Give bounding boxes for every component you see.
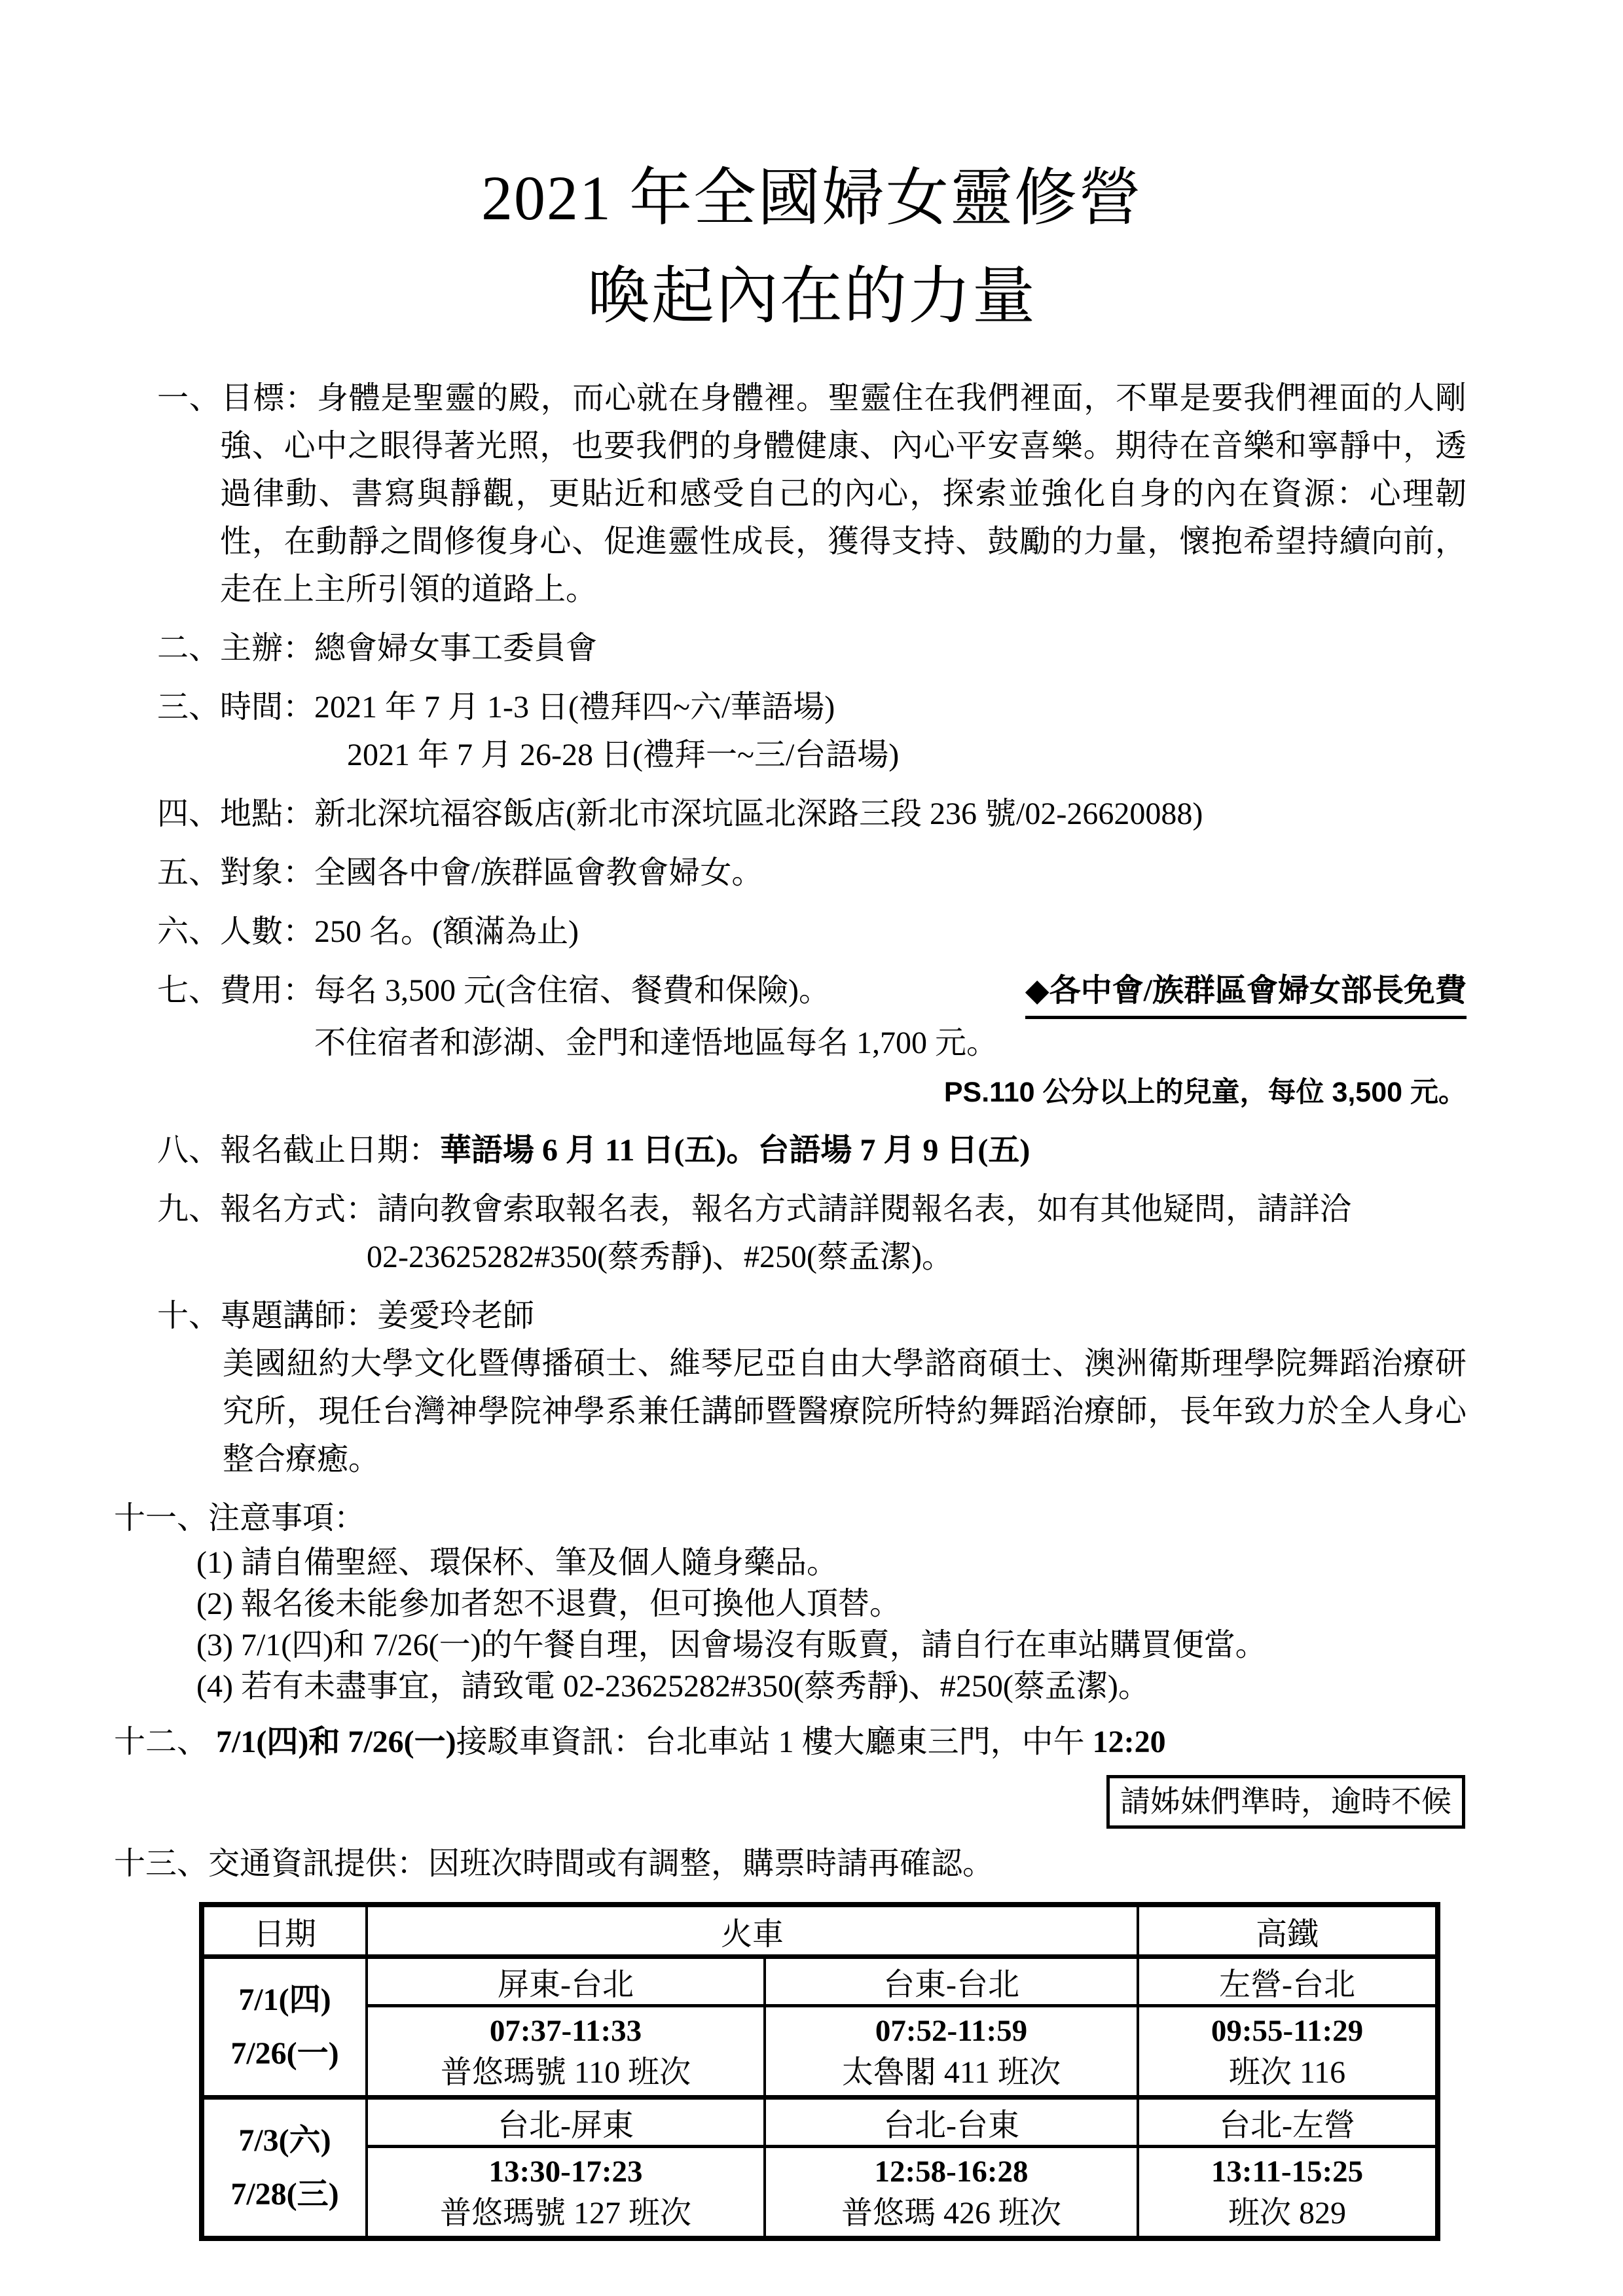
group-b-route-row bbox=[202, 2098, 1438, 2147]
group-b-route-3: 台北-左營 bbox=[1138, 2098, 1438, 2147]
note-item-4: (4) 若有未盡事宜，請致電 02-23625282#350(蔡秀靜)、#250(蔡孟潔)。 bbox=[196, 1669, 1150, 1704]
section-9-text-line1: 報名方式：請向教會索取報名表，報名方式請詳閱報名表，如有其他疑問，請詳洽 bbox=[220, 1192, 1352, 1227]
group-b-time-row bbox=[202, 2147, 1438, 2239]
section-7-ps-children: PS.110 公分以上的兒童，每位 3,500 元。 bbox=[943, 1077, 1467, 1108]
section-8-label: 報名截止日期： bbox=[220, 1133, 441, 1168]
note-item-2: (2) 報名後未能參加者恕不退費，但可換他人頂替。 bbox=[196, 1587, 901, 1621]
section-8-dates: 華語場 6 月 11 日(五)。台語場 7 月 9 日(五) bbox=[440, 1133, 1030, 1168]
section-9-registration-line2 bbox=[157, 1233, 1467, 1281]
group-b-train-1 bbox=[367, 2147, 765, 2239]
punctuality-notice-box: 請姊妹們準時，逾時不候 bbox=[1106, 1775, 1465, 1829]
section-1-goal bbox=[157, 374, 1467, 613]
note-item-3: (3) 7/1(四)和 7/26(一)的午餐自理，因會場沒有販賣，請自行在車站購買便當。 bbox=[196, 1628, 1267, 1662]
group-a-time-2: 07:52-11:59 bbox=[875, 2014, 1028, 2048]
section-4-text: 地點：新北深坑福容飯店(新北市深坑區北深路三段 236 號/02-26620088) bbox=[220, 797, 1203, 831]
group-b-trainname-1: 普悠瑪號 127 班次 bbox=[439, 2196, 691, 2231]
group-b-time-3: 13:11-15:25 bbox=[1211, 2155, 1364, 2189]
group-a-trainname-3: 班次 116 bbox=[1228, 2055, 1346, 2090]
section-7-fee-main: 費用：每名 3,500 元(含住宿、餐費和保險)。 bbox=[220, 973, 830, 1008]
section-2-organizer bbox=[157, 624, 1467, 672]
group-b-route-1: 台北-屏東 bbox=[367, 2098, 765, 2147]
title-line-2: 喚起內在的力量 bbox=[587, 261, 1036, 331]
group-a-date-2: 7/26(一) bbox=[230, 2036, 339, 2071]
section-3-text-line1: 時間：2021 年 7 月 1-3 日(禮拜四~六/華語場) bbox=[220, 690, 835, 725]
section-12-text: 接駁車資訊：台北車站 1 樓大廳東三門，中午 bbox=[456, 1725, 1093, 1759]
header-hsr: 高鐵 bbox=[1138, 1905, 1438, 1957]
section-12-dates: 7/1(四)和 7/26(一) bbox=[216, 1725, 456, 1759]
section-8-deadline bbox=[157, 1126, 1467, 1174]
section-5-number: 五、 bbox=[157, 855, 221, 890]
group-a-date-1: 7/1(四) bbox=[238, 1982, 331, 2017]
section-9-registration-line1 bbox=[157, 1185, 1467, 1233]
section-3-time-line1 bbox=[157, 683, 1467, 731]
title-line-1: 2021 年全國婦女靈修營 bbox=[481, 163, 1142, 233]
group-b-train-3 bbox=[1138, 2147, 1438, 2239]
group-a-train-1 bbox=[367, 2006, 765, 2098]
section-5-text: 對象：全國各中會/族群區會教會婦女。 bbox=[220, 855, 763, 890]
section-3-time-line2 bbox=[157, 731, 1467, 779]
section-12-shuttle bbox=[114, 1718, 1467, 1766]
group-a-route-2: 台東-台北 bbox=[765, 1957, 1138, 2006]
section-7-fee-line2 bbox=[157, 1019, 1467, 1067]
group-b-date-1: 7/3(六) bbox=[238, 2123, 331, 2158]
section-6-text: 人數：250 名。(額滿為止) bbox=[220, 914, 579, 949]
group-a-trainname-2: 太魯閣 411 班次 bbox=[841, 2055, 1061, 2090]
section-10-number: 十、 bbox=[157, 1299, 221, 1333]
section-4-location bbox=[157, 790, 1467, 838]
section-9-phone: 02-23625282#350(蔡秀靜)、#250(蔡孟潔)。 bbox=[367, 1240, 953, 1274]
section-8-number: 八、 bbox=[157, 1133, 221, 1168]
group-a-time-1: 07:37-11:33 bbox=[489, 2014, 642, 2048]
group-b-time-1: 13:30-17:23 bbox=[488, 2155, 643, 2189]
header-date: 日期 bbox=[202, 1905, 367, 1957]
group-b-date-2: 7/28(三) bbox=[230, 2177, 339, 2212]
section-6-number: 六、 bbox=[157, 914, 221, 949]
table-header-row bbox=[202, 1905, 1438, 1957]
section-11-number: 十一、 bbox=[114, 1501, 209, 1535]
group-a-route-3: 左營-台北 bbox=[1138, 1957, 1438, 2006]
section-11-notes-list bbox=[157, 1542, 1467, 1707]
group-b-route-2: 台北-台東 bbox=[765, 2098, 1138, 2147]
group-b-trainname-3: 班次 829 bbox=[1228, 2196, 1346, 2231]
section-7-number: 七、 bbox=[157, 973, 221, 1008]
group-a-time-row bbox=[202, 2006, 1438, 2098]
section-10-text: 專題講師：姜愛玲老師 bbox=[220, 1299, 535, 1333]
section-11-head: 注意事項： bbox=[208, 1501, 366, 1535]
document-title bbox=[157, 149, 1467, 346]
group-a-route-1: 屏東-台北 bbox=[367, 1957, 765, 2006]
section-13-transport-info bbox=[114, 1840, 1467, 1888]
section-11-notes-heading bbox=[114, 1494, 1467, 1542]
section-2-number: 二、 bbox=[157, 631, 221, 666]
group-a-train-3 bbox=[1138, 2006, 1438, 2098]
section-13-text: 交通資訊提供：因班次時間或有調整，購票時請再確認。 bbox=[208, 1846, 994, 1881]
group-b-train-2 bbox=[765, 2147, 1138, 2239]
section-1-text: 目標：身體是聖靈的殿，而心就在身體裡。聖靈住在我們裡面，不單是要我們裡面的人剛強、心中之眼得著光照，也要我們的身體健康、內心平安喜樂。期待在音樂和寧靜中，透過律動、書寫與靜觀，更貼近和感受自己的內心，探索並強化自身的內在資源：心理韌性，在動靜之間修復身心、促進靈性成長，獲得支持、鼓勵的力量，懷抱希望持續向前，走在上主所引領的道路上。 bbox=[220, 381, 1467, 607]
section-7-fee-nostay: 不住宿者和澎湖、金門和達悟地區每名 1,700 元。 bbox=[314, 1026, 998, 1060]
section-10-lecturer-bio: 美國紐約大學文化暨傳播碩士、維琴尼亞自由大學諮商碩士、澳洲衛斯理學院舞蹈治療研究所，現任台灣神學院神學系兼任講師暨醫療院所特約舞蹈治療師，長年致力於全人身心整合療癒。 bbox=[223, 1346, 1467, 1477]
section-5-audience bbox=[157, 849, 1467, 897]
section-3-number: 三、 bbox=[157, 690, 221, 725]
section-6-capacity bbox=[157, 908, 1467, 956]
section-3-text-line2: 2021 年 7 月 26-28 日(禮拜一~三/台語場) bbox=[347, 738, 900, 772]
header-train: 火車 bbox=[367, 1905, 1138, 1957]
note-item-1: (1) 請自備聖經、環保杯、筆及個人隨身藥品。 bbox=[196, 1545, 838, 1580]
group-a-train-2 bbox=[765, 2006, 1138, 2098]
group-a-date-cell bbox=[202, 1957, 367, 2098]
section-12-time: 12:20 bbox=[1092, 1725, 1166, 1759]
group-b-time-2: 12:58-16:28 bbox=[874, 2155, 1029, 2189]
section-10-lecturer bbox=[157, 1292, 1467, 1340]
group-b-date-cell bbox=[202, 2098, 367, 2239]
section-7-fee-line1 bbox=[157, 967, 1467, 1019]
group-a-trainname-1: 普悠瑪號 110 班次 bbox=[440, 2055, 691, 2090]
group-b-trainname-2: 普悠瑪 426 班次 bbox=[841, 2196, 1061, 2231]
group-a-route-row bbox=[202, 1957, 1438, 2006]
section-4-number: 四、 bbox=[157, 797, 221, 831]
section-7-fee-text bbox=[157, 967, 830, 1014]
section-2-text: 主辦：總會婦女事工委員會 bbox=[220, 631, 598, 666]
section-7-free-highlight: ◆各中會/族群區會婦女部長免費 bbox=[1025, 967, 1467, 1019]
group-a-time-3: 09:55-11:29 bbox=[1211, 2014, 1364, 2048]
transport-timetable bbox=[199, 1902, 1440, 2241]
section-12-number: 十二、 bbox=[114, 1725, 217, 1759]
section-9-number: 九、 bbox=[157, 1192, 221, 1227]
section-13-number: 十三、 bbox=[114, 1846, 209, 1881]
section-1-number: 一、 bbox=[157, 381, 221, 416]
